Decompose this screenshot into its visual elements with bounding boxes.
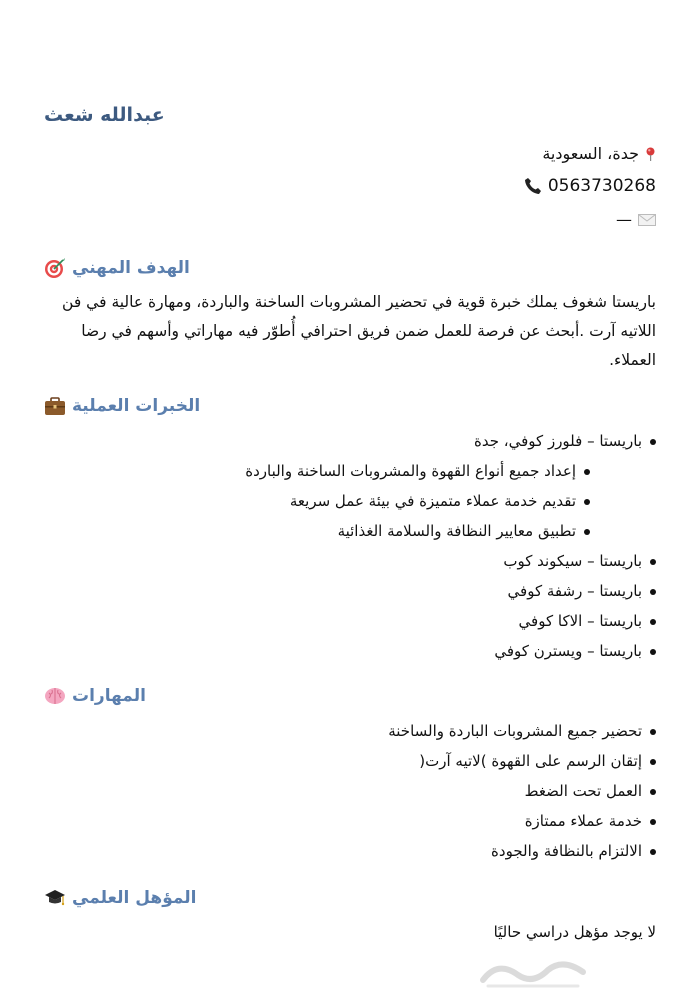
list-item: تحضير جميع المشروبات الباردة والساخنة: [36, 716, 656, 746]
watermark-logo: [478, 950, 588, 990]
phone-line: [524, 176, 656, 196]
list-item: باريستا – الاكا كوفي: [36, 606, 656, 636]
bullet-icon: [584, 469, 590, 475]
bullet-icon: [650, 559, 656, 565]
list-item: باريستا – سيكوند كوب: [36, 546, 656, 576]
list-item: تقديم خدمة عملاء متميزة في بيئة عمل سريعة: [36, 486, 590, 516]
skills-list: [36, 716, 656, 866]
education-heading: [44, 887, 197, 909]
bullet-icon: [650, 619, 656, 625]
list-item: العمل تحت الضغط: [36, 776, 656, 806]
location-pin-icon: [645, 147, 656, 161]
location-text: جدة، السعودية: [542, 144, 639, 163]
list-item: تطبيق معايير النظافة والسلامة الغذائية: [36, 516, 590, 546]
graduation-cap-icon: [44, 887, 66, 909]
list-item: إعداد جميع أنواع القهوة والمشروبات الساخنة والباردة: [36, 456, 590, 486]
phone-number[interactable]: 0563730268: [547, 176, 656, 196]
bullet-icon: [650, 589, 656, 595]
location-line: [542, 144, 656, 163]
target-icon: [44, 257, 66, 279]
education-title: المؤهل العلمي: [72, 888, 197, 908]
bullet-icon: [650, 849, 656, 855]
bullet-icon: [650, 439, 656, 445]
briefcase-icon: [44, 395, 66, 417]
list-item: خدمة عملاء ممتازة: [36, 806, 656, 836]
objective-text: باريستا شغوف يملك خبرة قوية في تحضير المشروبات الساخنة والباردة، ومهارة عالية في فن اللاتيه آرت .أبحث عن فرصة للعمل ضمن فريق احترافي أُطوّر فيه مهاراتي وأسهم في رضا العملاء.: [62, 293, 656, 369]
candidate-name: عبدالله شعث: [44, 104, 165, 126]
list-item: إتقان الرسم على القهوة )لاتيه آرت(: [36, 746, 656, 776]
bullet-icon: [584, 529, 590, 535]
bullet-icon: [650, 759, 656, 765]
list-item: باريستا – ويسترن كوفي: [36, 636, 656, 666]
objective-heading: [44, 257, 190, 279]
bullet-icon: [650, 649, 656, 655]
skills-heading: [44, 685, 146, 707]
list-item: الالتزام بالنظافة والجودة: [36, 836, 656, 866]
experience-heading: [44, 395, 200, 417]
list-item: باريستا – فلورز كوفي، جدة: [36, 426, 656, 456]
bullet-icon: [584, 499, 590, 505]
objective-title: الهدف المهني: [72, 258, 190, 278]
list-item: باريستا – رشفة كوفي: [36, 576, 656, 606]
bullet-icon: [650, 819, 656, 825]
experience-list: [36, 426, 656, 666]
telephone-icon: [524, 177, 542, 195]
email-line: [616, 210, 656, 229]
experience-title: الخبرات العملية: [72, 396, 201, 416]
brain-icon: [44, 685, 66, 707]
bullet-icon: [650, 789, 656, 795]
envelope-icon: [638, 214, 656, 226]
email-text[interactable]: —: [616, 210, 632, 229]
education-text: لا يوجد مؤهل دراسي حاليًا: [493, 923, 656, 941]
skills-title: المهارات: [72, 686, 146, 706]
bullet-icon: [650, 729, 656, 735]
